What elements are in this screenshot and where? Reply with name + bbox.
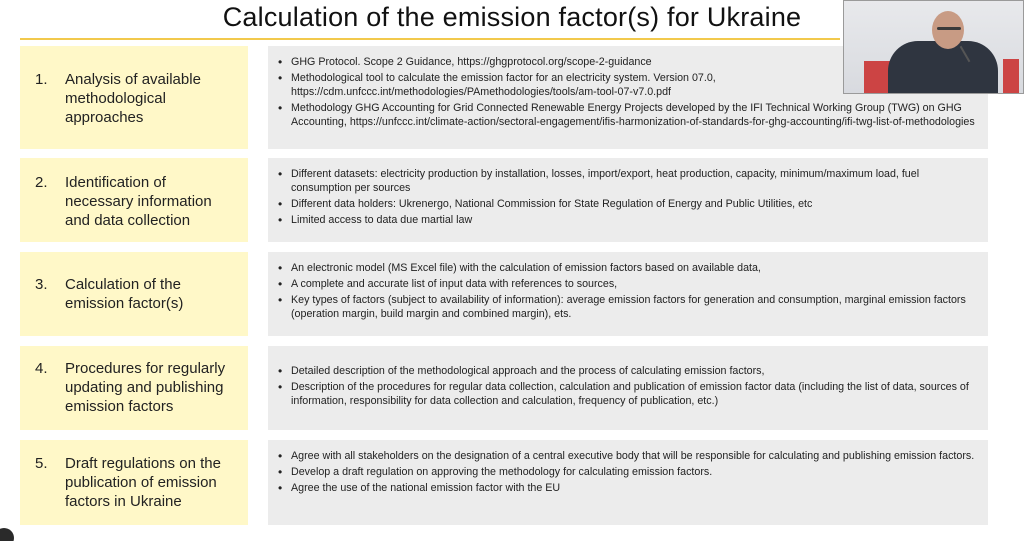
step-details-box [268, 440, 988, 525]
bullet-item: • Methodology GHG Accounting for Grid Connected Renewable Energy Projects developed by the IFI Technical Working Group (TWG) on GHG Accounting, https://unfccc.int/climate-action/sectoral-engagement/ifis-harmonization-of-standards-for-ghg-accounting/ifi-twg-list-of-methodologies [276, 101, 978, 129]
step-row-3 [20, 252, 988, 336]
step-title: Analysis of available methodological approaches [65, 71, 201, 126]
bullet-item: • Develop a draft regulation on approving the methodology for calculating emission factors. [276, 465, 978, 479]
bullet-item: • Agree the use of the national emission factor with the EU [276, 481, 978, 495]
bullet-item: • An electronic model (MS Excel file) with the calculation of emission factors based on available data, [276, 261, 978, 275]
step-label-box [20, 158, 248, 242]
chair-left [864, 61, 890, 94]
bullet-item: • GHG Protocol. Scope 2 Guidance, https://ghgprotocol.org/scope-2-guidance [276, 55, 978, 69]
title-underline [20, 38, 840, 40]
bullet-item: • Methodological tool to calculate the emission factor for an electricity system. Version 07.0, https://cdm.unfccc.int/methodologies/PAmethodologies/tools/am-tool-07-v7.0.pdf [276, 71, 978, 99]
chair-right [1003, 59, 1019, 94]
bullet-list [276, 364, 978, 408]
step-title: Calculation of the emission factor(s) [65, 276, 184, 312]
bullet-item: • Detailed description of the methodological approach and the process of calculating emission factors, [276, 364, 978, 378]
step-label-box [20, 346, 248, 430]
step-number: 5. [35, 455, 48, 472]
step-row-4 [20, 346, 988, 430]
bullet-item: • A complete and accurate list of input data with references to sources, [276, 277, 978, 291]
step-row-2 [20, 158, 988, 242]
bullet-item: • Agree with all stakeholders on the designation of a central executive body that will be responsible for calculating and publishing emission factors. [276, 449, 978, 463]
step-number: 4. [35, 360, 48, 377]
bullet-item: • Description of the procedures for regular data collection, calculation and publication of emission factor data (including the list of data, sources of information, responsibility for data collection and calculation, frequency of publication, etc.) [276, 380, 978, 408]
bullet-item: • Different datasets: electricity production by installation, losses, import/export, heat production, capacity, minimum/maximum load, fuel consumption per sources [276, 167, 978, 195]
bullet-list [276, 261, 978, 321]
presenter-glasses [937, 27, 961, 30]
step-details-box [268, 252, 988, 336]
step-row-5 [20, 440, 988, 525]
slide-title: Calculation of the emission factor(s) for Ukraine [222, 2, 802, 32]
step-label-box [20, 46, 248, 149]
step-number: 3. [35, 276, 48, 293]
bullet-item: • Key types of factors (subject to availability of information): average emission factors for generation and consumption, marginal emission factors (operation margin, build margin and combined margin), ets. [276, 293, 978, 321]
presenter-video[interactable] [843, 0, 1024, 94]
presenter-body [888, 41, 998, 94]
step-number: 2. [35, 174, 48, 191]
bullet-item: • Different data holders: Ukrenergo, National Commission for State Regulation of Energy and Public Utilities, etc [276, 197, 978, 211]
step-title: Identification of necessary information and data collection [65, 174, 212, 229]
step-title: Procedures for regularly updating and publishing emission factors [65, 360, 226, 415]
presenter-head [932, 11, 964, 49]
step-details-box [268, 346, 988, 430]
step-label-box [20, 440, 248, 525]
step-label-box [20, 252, 248, 336]
bullet-item: • Limited access to data due martial law [276, 213, 978, 227]
bullet-list [276, 449, 978, 495]
step-title: Draft regulations on the publication of emission factors in Ukraine [65, 455, 221, 510]
bullet-list [276, 167, 978, 227]
corner-control-icon[interactable] [0, 528, 14, 541]
step-details-box [268, 158, 988, 242]
step-number: 1. [35, 71, 48, 88]
